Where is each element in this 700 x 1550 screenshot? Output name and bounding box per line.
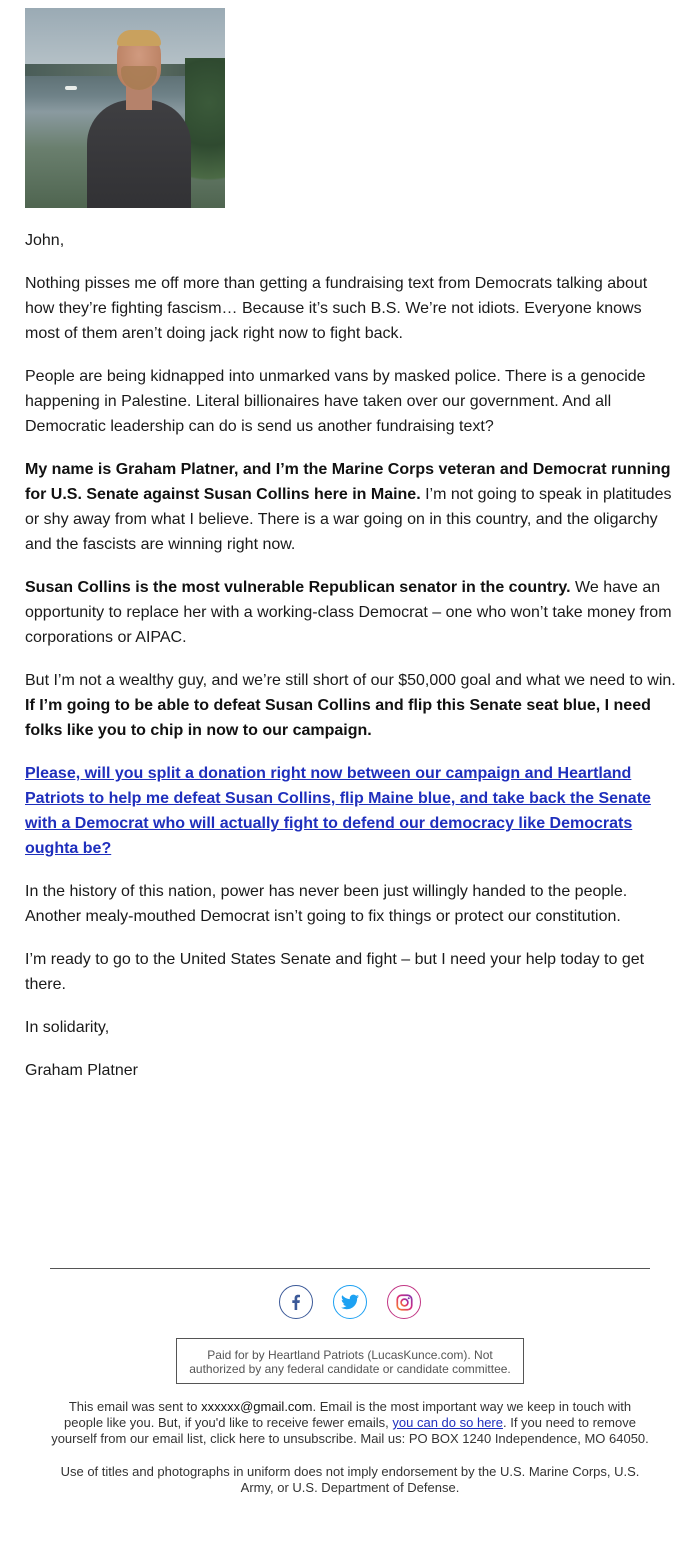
paragraph-5-start: But I’m not a wealthy guy, and we’re still short of our $50,000 goal and what we need to win. [25, 672, 676, 689]
sent-prefix: This email was sent to [68, 1399, 202, 1414]
greeting: John, [25, 232, 65, 249]
paragraph-5 [25, 668, 677, 743]
donation-link[interactable]: Please, will you split a donation right now between our campaign and Heartland Patriots to help me defeat Susan Collins, flip Maine blue, and take back the Senate with a Democrat who will actually fight to defend our democracy like Democrats oughta be? [25, 765, 651, 857]
fewer-emails-link[interactable]: you can do so here [392, 1415, 503, 1430]
paragraph-4-rest: We have an opportunity to replace her with a working-class Democrat – one who won’t take money from corporations or AIPAC. [25, 579, 672, 646]
facebook-icon[interactable] [279, 1285, 313, 1319]
paragraph-7: I’m ready to go to the United States Senate and fight – but I need your help today to get there. [25, 951, 645, 993]
paragraph-5-bold: If I’m going to be able to defeat Susan Collins and flip this Senate seat blue, I need folks like you to chip in now to our campaign. [25, 697, 651, 739]
sent-suffix: . If you need to remove yourself from our email list, click here to unsubscribe. Mail us: PO BOX 1240 Independence, MO 64050. [51, 1415, 649, 1446]
closing: In solidarity, [25, 1019, 110, 1036]
donation-cta [25, 761, 677, 861]
paragraph-2: People are being kidnapped into unmarked vans by masked police. There is a genocide happening in Palestine. Literal billionaires have taken over our government. And all Democratic leadership can do is send us another fundraising text? [25, 368, 646, 435]
paragraph-1: Nothing pisses me off more than getting a fundraising text from Democrats talking about how they’re fighting fascism… Because it’s such B.S. We’re not idiots. Everyone knows most of them aren’t doing jack right now to fight back. [25, 275, 648, 342]
footer [50, 1268, 650, 1496]
instagram-icon[interactable] [387, 1285, 421, 1319]
recipient-email: xxxxxx@gmail.com [201, 1399, 313, 1414]
footer-divider [50, 1268, 650, 1269]
candidate-photo [25, 8, 225, 208]
paragraph-3-bold: My name is Graham Platner, and I’m the Marine Corps veteran and Democrat running for U.S. Senate against Susan Collins here in Maine. [25, 461, 671, 503]
paragraph-4-bold: Susan Collins is the most vulnerable Republican senator in the country. [25, 579, 571, 596]
paragraph-6: In the history of this nation, power has never been just willingly handed to the people. Another mealy-mouthed Democrat isn’t going to fix things or protect our constitution. [25, 883, 628, 925]
email-body [25, 8, 677, 1101]
paragraph-3-rest: I’m not going to speak in platitudes or shy away from what I believe. There is a war going on in this country, and the oligarchy and the fascists are winning right now. [25, 486, 672, 553]
social-links [50, 1285, 650, 1319]
letter [25, 228, 677, 1083]
twitter-icon[interactable] [333, 1285, 367, 1319]
sent-middle: . Email is the most important way we keep in touch with people like you. But, if you'd like to receive fewer emails, [64, 1399, 632, 1430]
paid-for-disclaimer: Paid for by Heartland Patriots (LucasKunce.com). Not authorized by any federal candidate or candidate committee. [176, 1338, 524, 1384]
email-notice [50, 1399, 650, 1447]
uniform-disclaimer: Use of titles and photographs in uniform does not imply endorsement by the U.S. Marine Corps, U.S. Army, or U.S. Department of Defense. [60, 1464, 640, 1495]
signature: Graham Platner [25, 1062, 138, 1079]
paragraph-3 [25, 457, 677, 557]
paragraph-4 [25, 575, 677, 650]
